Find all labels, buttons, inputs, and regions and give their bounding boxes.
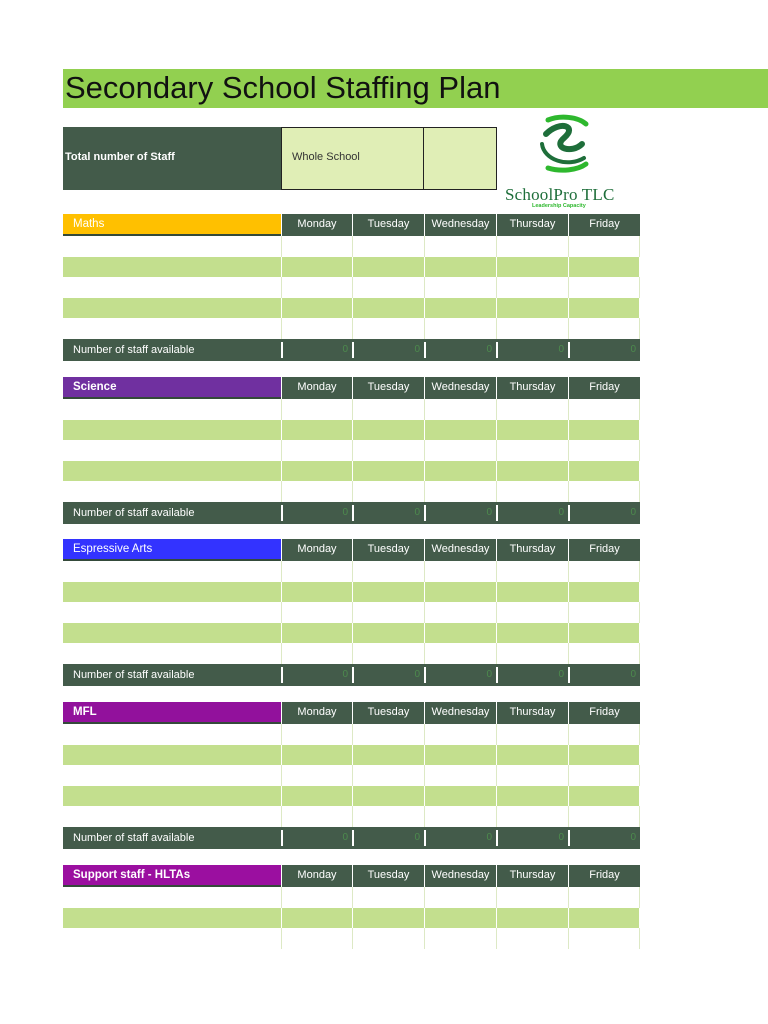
day-header: Tuesday xyxy=(352,214,424,236)
day-header: Monday xyxy=(281,539,352,561)
staff-row[interactable] xyxy=(63,561,640,582)
day-header: Tuesday xyxy=(352,377,424,399)
section-header xyxy=(63,865,640,887)
staff-available-count: 0 xyxy=(630,668,636,680)
day-header: Wednesday xyxy=(424,214,496,236)
department-label: Espressive Arts xyxy=(63,539,281,561)
day-header: Friday xyxy=(568,702,640,724)
staff-row[interactable] xyxy=(63,602,640,623)
staff-row[interactable] xyxy=(63,461,640,482)
staff-row[interactable] xyxy=(63,481,640,502)
staff-row[interactable] xyxy=(63,420,640,441)
page-title: Secondary School Staffing Plan xyxy=(65,70,501,105)
staff-row[interactable] xyxy=(63,643,640,664)
total-staff-label: Total number of Staff xyxy=(63,127,281,190)
staff-row[interactable] xyxy=(63,298,640,319)
staff-available-count: 0 xyxy=(558,831,564,843)
day-header: Wednesday xyxy=(424,702,496,724)
day-header: Friday xyxy=(568,214,640,236)
department-label: Maths xyxy=(63,214,281,236)
day-header: Tuesday xyxy=(352,865,424,887)
section-2 xyxy=(63,539,640,686)
schoolpro-logo xyxy=(500,110,630,214)
staff-available-count: 0 xyxy=(342,668,348,680)
section-3 xyxy=(63,702,640,849)
staff-row[interactable] xyxy=(63,257,640,278)
section-0 xyxy=(63,214,640,361)
day-header: Tuesday xyxy=(352,539,424,561)
total-staff-cell[interactable] xyxy=(424,127,497,190)
section-header xyxy=(63,702,640,724)
staff-available-row xyxy=(63,664,640,686)
staff-available-count: 0 xyxy=(558,343,564,355)
staff-row[interactable] xyxy=(63,908,640,929)
staff-available-count: 0 xyxy=(342,831,348,843)
staff-available-label: Number of staff available xyxy=(73,506,195,519)
staff-available-label: Number of staff available xyxy=(73,668,195,681)
day-header: Friday xyxy=(568,539,640,561)
day-header: Wednesday xyxy=(424,377,496,399)
day-header: Thursday xyxy=(496,539,568,561)
total-staff-value[interactable]: Whole School xyxy=(281,127,424,190)
staff-available-count: 0 xyxy=(486,831,492,843)
section-header xyxy=(63,214,640,236)
staff-available-count: 0 xyxy=(558,506,564,518)
day-header: Tuesday xyxy=(352,702,424,724)
logo-name: SchoolPro TLC xyxy=(505,185,615,204)
staff-available-count: 0 xyxy=(414,506,420,518)
staff-available-count: 0 xyxy=(630,831,636,843)
day-header: Friday xyxy=(568,377,640,399)
staff-available-count: 0 xyxy=(630,506,636,518)
staff-row[interactable] xyxy=(63,745,640,766)
staff-available-label: Number of staff available xyxy=(73,831,195,844)
day-header: Monday xyxy=(281,865,352,887)
department-label: Support staff - HLTAs xyxy=(63,865,281,887)
staff-available-count: 0 xyxy=(486,506,492,518)
staff-available-count: 0 xyxy=(414,831,420,843)
staff-row[interactable] xyxy=(63,786,640,807)
staff-row[interactable] xyxy=(63,887,640,908)
staff-row[interactable] xyxy=(63,806,640,827)
logo-emblem-icon xyxy=(500,110,630,190)
staff-available-row xyxy=(63,339,640,361)
day-header: Monday xyxy=(281,214,352,236)
title-bar xyxy=(63,69,768,108)
staff-available-row xyxy=(63,502,640,524)
day-header: Thursday xyxy=(496,865,568,887)
staff-available-count: 0 xyxy=(414,343,420,355)
staff-row[interactable] xyxy=(63,277,640,298)
day-header: Wednesday xyxy=(424,865,496,887)
day-header: Thursday xyxy=(496,702,568,724)
staff-available-count: 0 xyxy=(414,668,420,680)
staff-row[interactable] xyxy=(63,765,640,786)
staff-available-count: 0 xyxy=(486,668,492,680)
day-header: Friday xyxy=(568,865,640,887)
staff-available-count: 0 xyxy=(342,343,348,355)
day-header: Wednesday xyxy=(424,539,496,561)
staff-available-row xyxy=(63,827,640,849)
staff-available-count: 0 xyxy=(342,506,348,518)
staff-row[interactable] xyxy=(63,928,640,949)
staff-row[interactable] xyxy=(63,582,640,603)
staff-available-count: 0 xyxy=(630,343,636,355)
department-label: MFL xyxy=(63,702,281,724)
staff-row[interactable] xyxy=(63,623,640,644)
day-header: Monday xyxy=(281,377,352,399)
section-header xyxy=(63,539,640,561)
department-label: Science xyxy=(63,377,281,399)
day-header: Thursday xyxy=(496,214,568,236)
section-header xyxy=(63,377,640,399)
staff-available-count: 0 xyxy=(558,668,564,680)
day-header: Thursday xyxy=(496,377,568,399)
staff-row[interactable] xyxy=(63,440,640,461)
staff-row[interactable] xyxy=(63,724,640,745)
section-4 xyxy=(63,865,640,949)
staff-row[interactable] xyxy=(63,399,640,420)
staff-available-label: Number of staff available xyxy=(73,343,195,356)
staff-row[interactable] xyxy=(63,236,640,257)
section-1 xyxy=(63,377,640,524)
day-header: Monday xyxy=(281,702,352,724)
staff-available-count: 0 xyxy=(486,343,492,355)
staff-row[interactable] xyxy=(63,318,640,339)
logo-tagline: Leadership Capacity xyxy=(532,203,586,209)
